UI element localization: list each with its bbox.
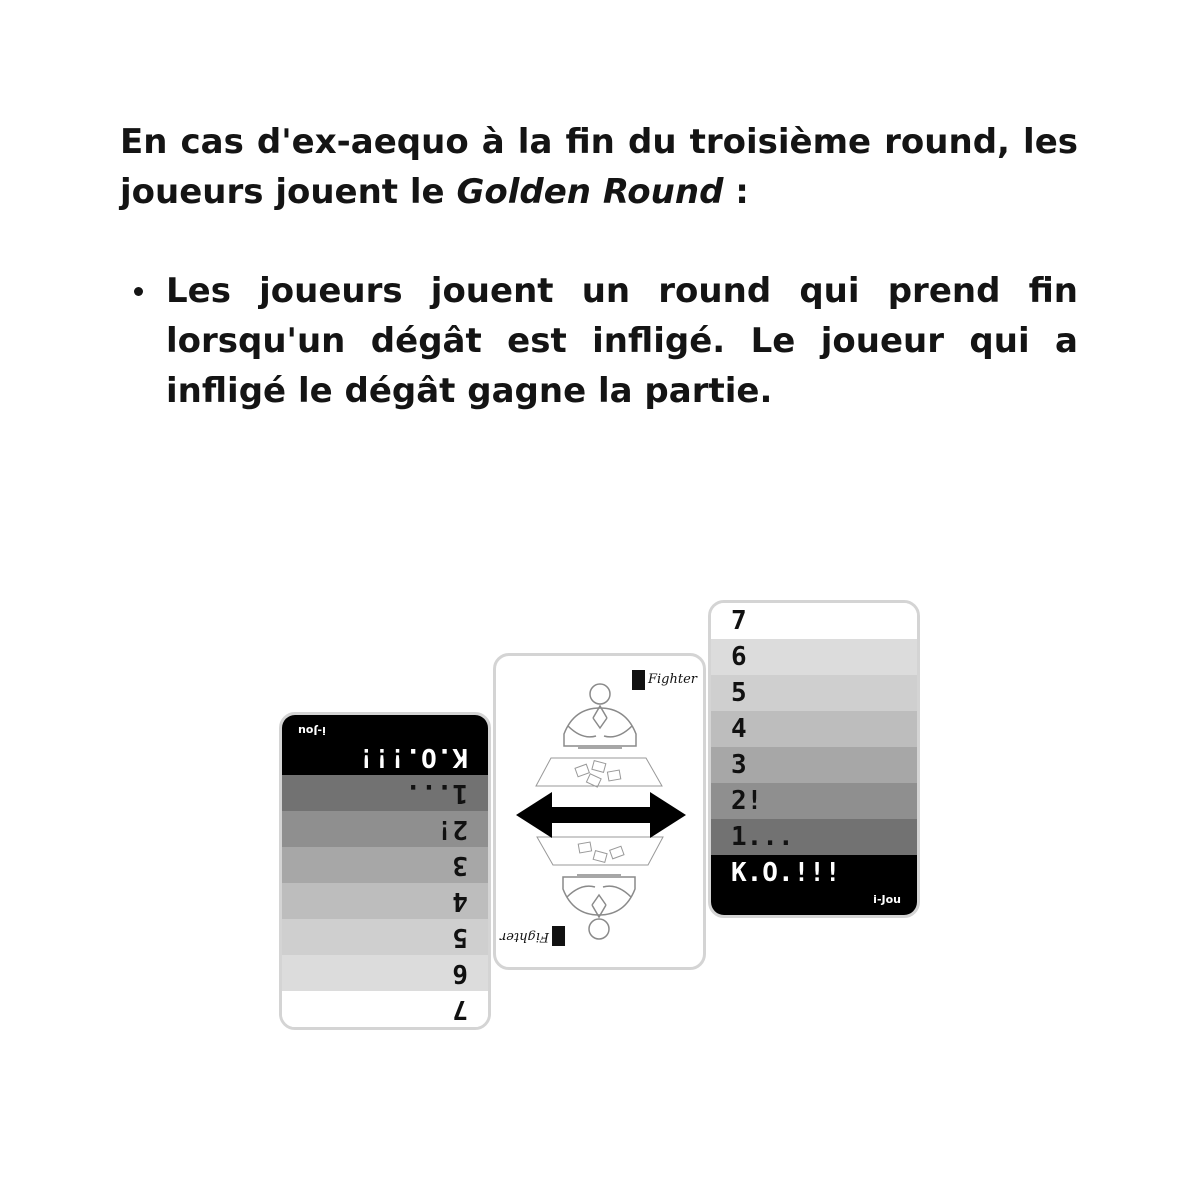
logo-text: Fighter	[500, 929, 550, 944]
damage-row	[711, 603, 917, 639]
damage-value: 6	[452, 958, 468, 988]
table-top-icon	[536, 758, 662, 787]
fighter-figure-icon	[564, 684, 636, 748]
rules-list	[166, 266, 1078, 416]
damage-value: 6	[731, 642, 747, 672]
opponent-card-upside-down	[279, 712, 491, 1030]
damage-row	[711, 747, 917, 783]
damage-value: 1...	[731, 822, 794, 852]
damage-value: K.O.!!!	[731, 858, 841, 888]
damage-row	[282, 847, 488, 883]
damage-row	[282, 955, 488, 991]
damage-row	[282, 919, 488, 955]
damage-row	[711, 783, 917, 819]
damage-value: 5	[452, 922, 468, 952]
damage-row	[282, 883, 488, 919]
damage-value: 3	[731, 750, 747, 780]
brand-label: i-Jou	[873, 893, 901, 906]
intro-paragraph	[120, 117, 1078, 217]
damage-row	[711, 639, 917, 675]
brand-label: i-Jou	[298, 724, 326, 737]
damage-value: 7	[731, 606, 747, 636]
damage-value: 2!	[731, 786, 763, 816]
damage-value: 1...	[405, 778, 468, 808]
damage-row	[711, 711, 917, 747]
damage-value: 4	[731, 714, 747, 744]
damage-row	[282, 775, 488, 811]
intro-colon: :	[723, 172, 749, 212]
damage-value: 4	[452, 886, 468, 916]
damage-value: 5	[731, 678, 747, 708]
fighter-figure-icon	[563, 875, 635, 939]
player-card	[708, 600, 920, 918]
rule-item: Les joueurs jouent un round qui prend fin lorsqu'un dégât est infligé. Le joueur qui a infligé le dégât gagne la partie.	[166, 266, 1078, 416]
logo-text: Fighter	[648, 672, 698, 687]
damage-row	[711, 819, 917, 855]
damage-row	[282, 811, 488, 847]
damage-value: K.O.!!!	[358, 742, 468, 772]
intro-text: En cas d'ex-aequo à la fin du troisième round, les joueurs jouent le	[120, 122, 1078, 212]
damage-value: 7	[452, 994, 468, 1024]
double-headed-arrow-icon	[516, 792, 686, 838]
damage-row	[711, 675, 917, 711]
damage-row	[282, 991, 488, 1027]
card-logo-bottom	[500, 926, 565, 946]
damage-value: 2!	[436, 814, 468, 844]
golden-round-emphasis: Golden Round	[456, 172, 724, 212]
damage-value: 3	[452, 850, 468, 880]
logo-mark-icon	[552, 926, 565, 946]
table-top-icon	[537, 837, 663, 865]
